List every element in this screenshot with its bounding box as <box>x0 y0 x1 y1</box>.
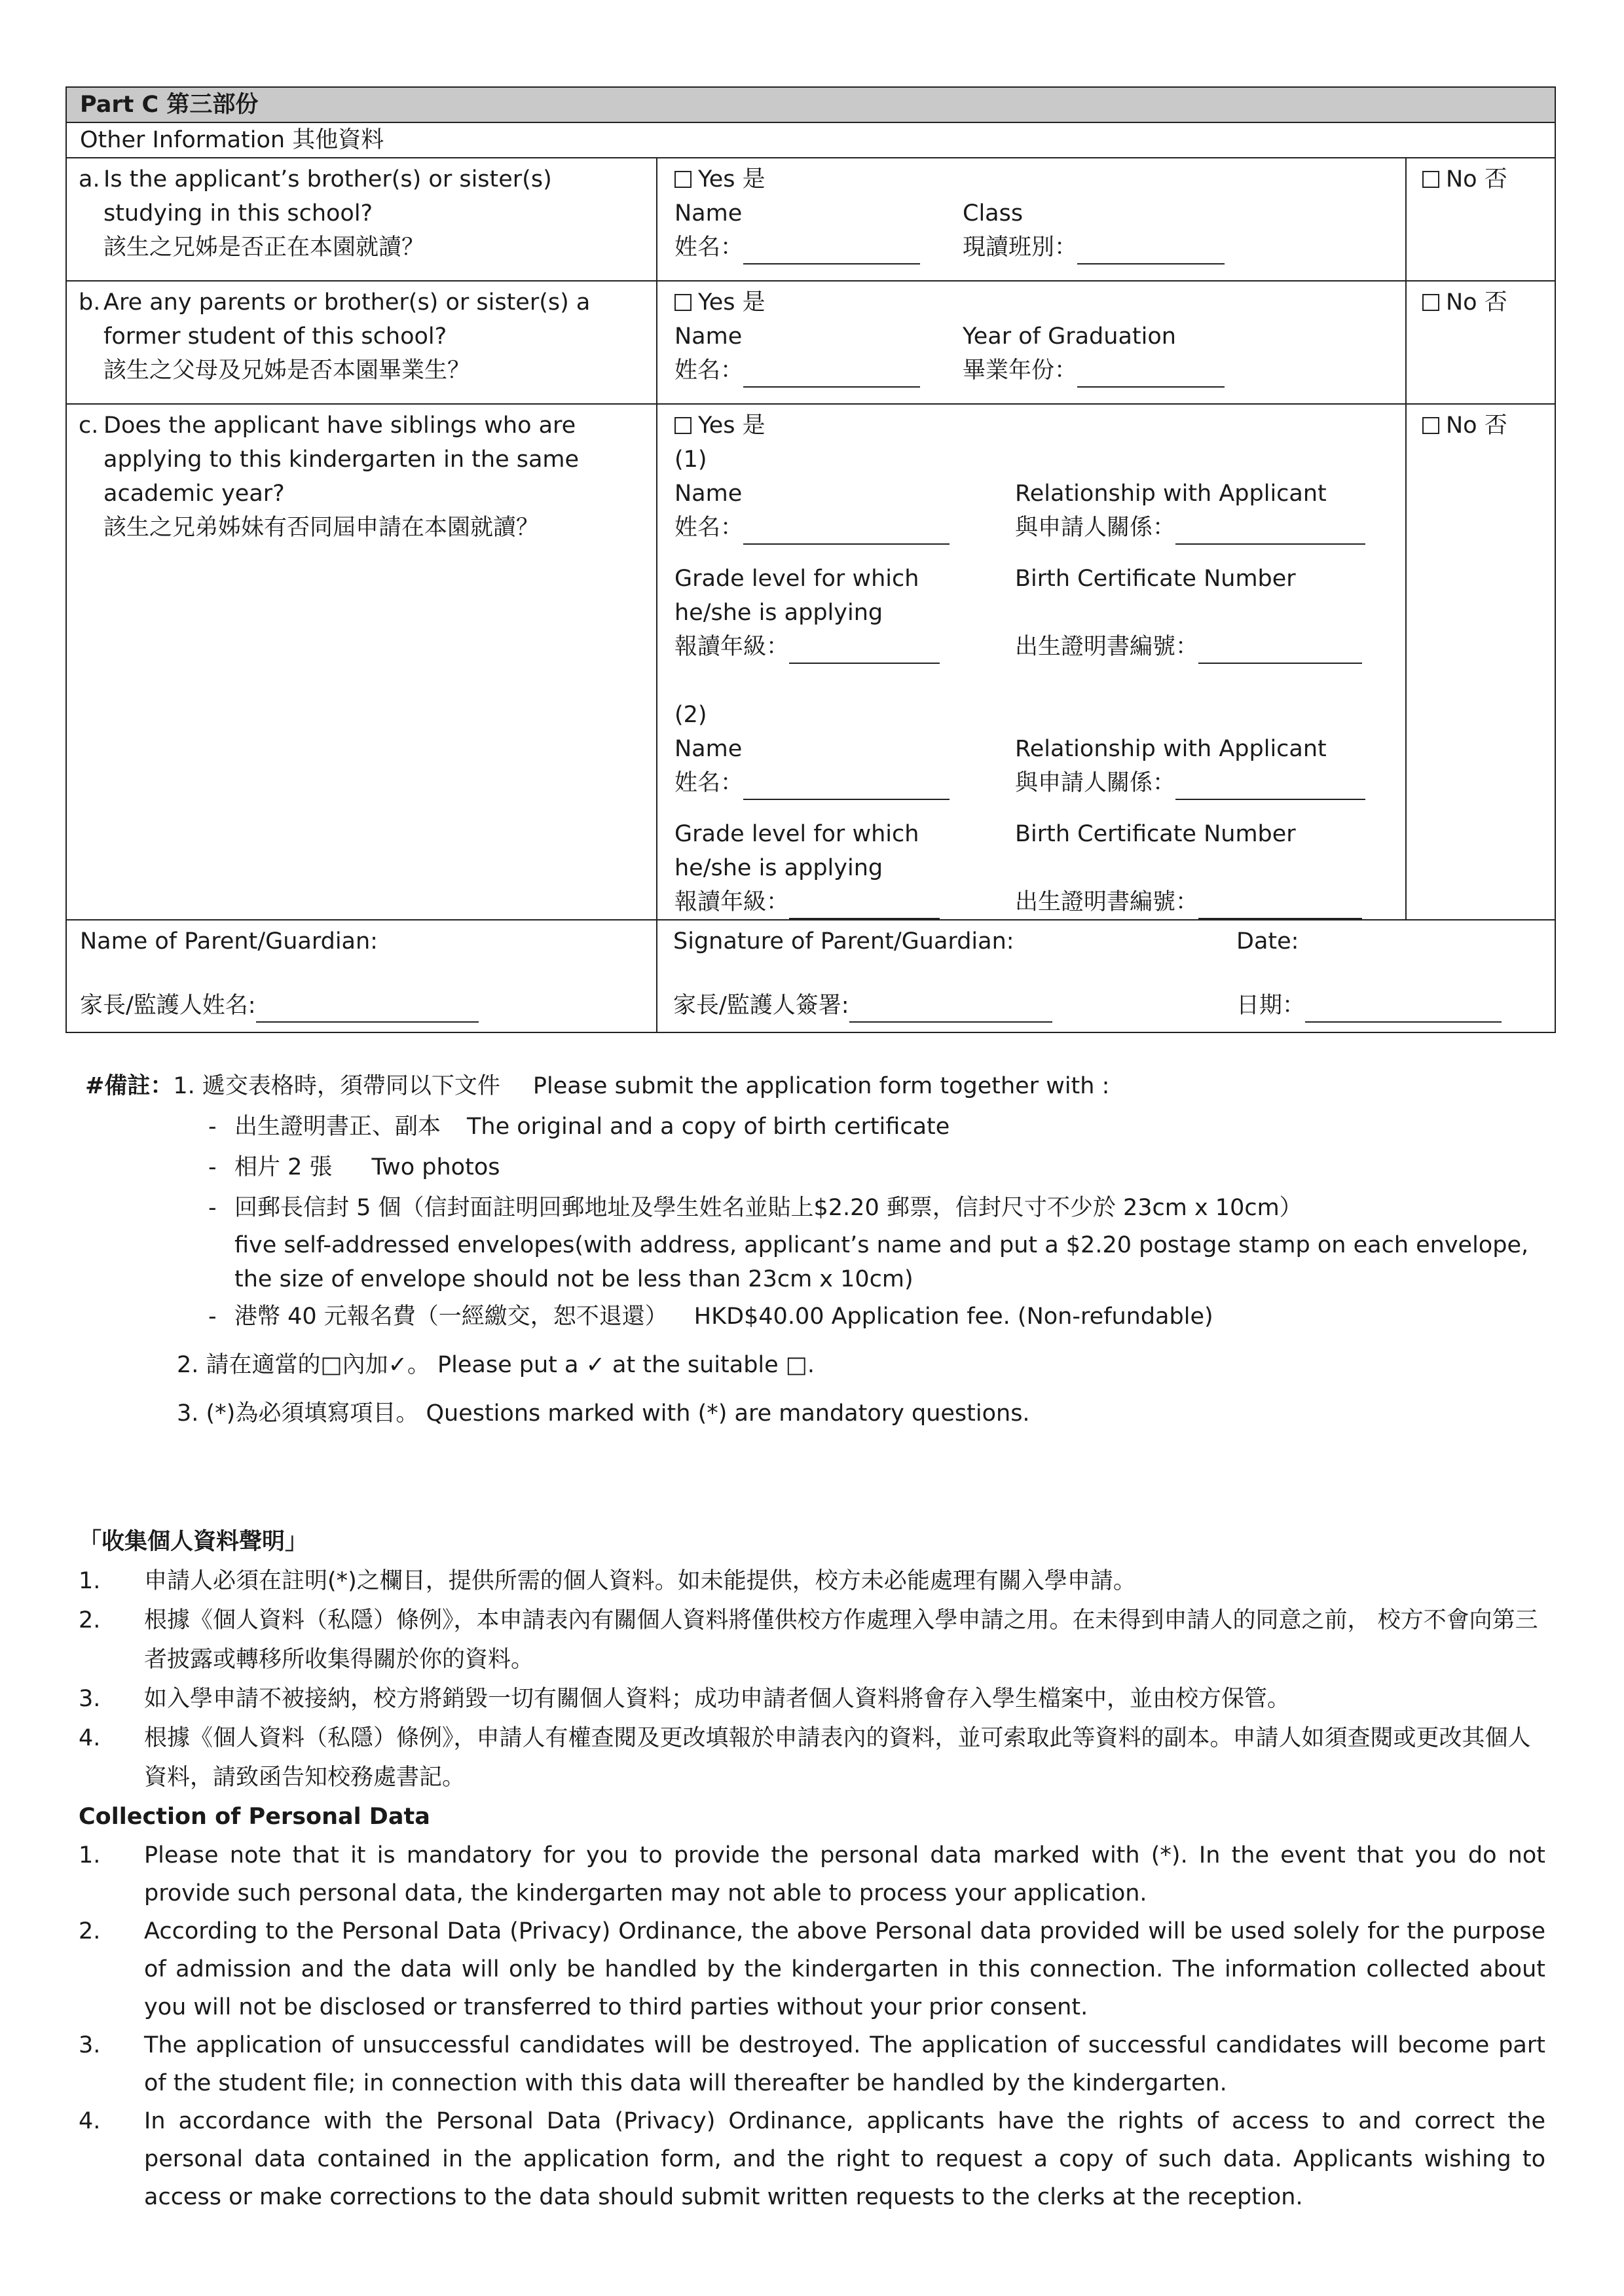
birth-cert-label-en: Birth Certificate Number <box>1015 566 1296 592</box>
doc-3-zh: 回郵長信封 5 個（信封面註明回郵地址及學生姓名並貼上$2.20 郵票，信封尺寸不少於 23cm x 10cm） <box>234 1195 1302 1221</box>
signature-label-zh: 家長/監護人簽署: <box>673 993 849 1019</box>
name-field[interactable] <box>743 517 950 545</box>
parent-name-block <box>67 920 656 1023</box>
birth-cert-label-en: Birth Certificate Number <box>1015 821 1296 847</box>
checkbox-icon[interactable] <box>1422 417 1439 434</box>
grade-label-zh: 報讀年級： <box>674 889 790 915</box>
date-label-en: Date: <box>1236 928 1299 955</box>
yes-option[interactable] <box>674 409 1395 443</box>
doc-3-en: five self-addressed envelopes(with address, applicant’s name and put a $2.20 postage stamp on each envelope, the size of envelope should not be less than 23cm x 10cm) <box>234 1232 1529 1292</box>
signature-block <box>673 924 1236 1023</box>
yes-label: Yes 是 <box>698 166 766 192</box>
yes-option[interactable] <box>674 162 1395 196</box>
item-number: 4. <box>79 1725 101 1751</box>
personal-data-statement <box>79 1522 1545 2216</box>
birth-cert-field[interactable] <box>1198 892 1362 919</box>
birth-cert-field[interactable] <box>1198 636 1362 664</box>
question-text-zh: 該生之兄弟姊妹有否同屆申請在本園就讀？ <box>103 515 540 541</box>
graduation-year-field[interactable] <box>1077 360 1225 388</box>
graduation-label-en: Year of Graduation <box>963 323 1176 350</box>
name-label-en: Name <box>674 736 743 762</box>
question-text-en: Does the applicant have siblings who are applying to this kindergarten in the same academic year? <box>103 412 580 507</box>
name-label-en: Name <box>674 481 743 507</box>
privacy-item-zh: 根據《個人資料（私隱）條例》，申請人有權查閱及更改填報於申請表內的資料，並可索取此等資料的副本。申請人如須查閱或更改其個人資料，請致函告知校務處書記。 <box>144 1725 1531 1791</box>
name-label-zh: 姓名： <box>674 770 744 796</box>
doc-4-zh: 港幣 40 元報名費（一經繳交，恕不退還） <box>234 1303 668 1330</box>
part-c-form <box>65 86 1555 1029</box>
question-text-zh: 該生之父母及兄姊是否本園畢業生？ <box>103 357 471 384</box>
remark-3: 3. (*)為必須填寫項目。 Questions marked with (*) are mandatory questions. <box>177 1400 1030 1427</box>
remarks-section: #備註： 1. 遞交表格時，須帶同以下文件 Please submit the application form together with : - 出生證明書正、副本 The original and a copy of birth certificate - 相片 2 張 Two photos - 回郵長信封 5 個（信封面註明回郵地址及學生姓名並貼上$2.20 郵票，信封尺寸不少於 23cm x 10cm） five self-addressed envelopes(with address, applicant’s name and put a $2.20 postage stamp on each envelope, the size of envelope should not be less than 23cm x 10cm) - 港幣 40 元報名費（一經繳交，恕不退還） HKD$40.00 Application fee. (Non-refundable) 2. 請在適當的□內加✓。 Please put a ✓ at the suitable □. 3. (*)為必須填寫項目。 Questions marked with (*) are mandatory questions. <box>85 1066 1539 1434</box>
sibling-2 <box>674 698 1395 919</box>
signature-label-en: Signature of Parent/Guardian: <box>673 928 1014 955</box>
item-number: 3. <box>79 1686 101 1712</box>
privacy-item-en: In accordance with the Personal Data (Privacy) Ordinance, applicants have the rights of access to and correct the personal data contained in the application form, and the right to request a copy of such data. Applicants wishing to access or make corrections to the data should submit written requests to the clerks at the reception. <box>144 2108 1545 2210</box>
section-title: Other Information 其他資料 <box>66 122 1555 158</box>
no-option[interactable] <box>1407 282 1555 319</box>
class-label-zh: 現讀班別： <box>963 234 1078 261</box>
checkbox-icon[interactable] <box>674 417 692 434</box>
privacy-item-en: The application of unsuccessful candidates will be destroyed. The application of successful candidates will become part of the student file; in connection with this data will thereafter be handled by the kindergarten. <box>144 2032 1545 2096</box>
remark-2: 2. 請在適當的□內加✓。 Please put a ✓ at the suitable □. <box>177 1352 815 1378</box>
remark-1-en: Please submit the application form together with : <box>532 1073 1110 1099</box>
name-label-zh: 姓名： <box>674 357 744 384</box>
name-field[interactable] <box>743 773 950 800</box>
relationship-label-zh: 與申請人關係： <box>1015 770 1176 796</box>
class-label-en: Class <box>963 200 1024 227</box>
checkbox-icon[interactable] <box>1422 171 1439 188</box>
doc-1-en: The original and a copy of birth certificate <box>467 1114 950 1140</box>
item-number: 2. <box>79 1918 101 1944</box>
privacy-item-zh: 如入學申請不被接納，校方將銷毀一切有關個人資料；成功申請者個人資料將會存入學生檔案中，並由校方保管。 <box>144 1686 1291 1712</box>
question-number: a. <box>79 166 100 192</box>
no-option[interactable] <box>1407 158 1555 196</box>
class-field[interactable] <box>1077 237 1225 264</box>
sibling-index: (1) <box>674 446 707 473</box>
sibling-index: (2) <box>674 702 707 728</box>
question-number: b. <box>79 289 101 316</box>
birth-cert-label-zh: 出生證明書編號： <box>1015 889 1199 915</box>
relationship-label-en: Relationship with Applicant <box>1015 736 1327 762</box>
checkbox-icon[interactable] <box>1422 294 1439 311</box>
privacy-item-en: According to the Personal Data (Privacy) Ordinance, the above Personal data provided will be used solely for the purpose of admission and the data will only be handled by the kindergarten in this connection. The information collected about you will not be disclosed or transferred to third parties without your prior consent. <box>144 1918 1545 2020</box>
name-label-zh: 姓名： <box>674 515 744 541</box>
doc-2-en: Two photos <box>371 1154 500 1180</box>
grade-field[interactable] <box>789 892 940 919</box>
yes-label: Yes 是 <box>698 412 766 439</box>
question-c <box>67 405 656 545</box>
no-option[interactable] <box>1407 405 1555 443</box>
relationship-label-zh: 與申請人關係： <box>1015 515 1176 541</box>
name-field[interactable] <box>743 237 920 264</box>
no-label: No 否 <box>1446 289 1507 316</box>
item-number: 4. <box>79 2108 101 2134</box>
date-block <box>1236 924 1502 1023</box>
parent-name-field[interactable] <box>256 995 479 1023</box>
part-header: Part C 第三部份 <box>66 87 1555 122</box>
graduation-label-zh: 畢業年份： <box>963 357 1078 384</box>
signature-field[interactable] <box>849 995 1052 1023</box>
privacy-title-zh: 「收集個人資料聲明」 <box>79 1529 308 1555</box>
sibling-1 <box>674 443 1395 664</box>
checkbox-icon[interactable] <box>674 294 692 311</box>
question-a <box>67 158 656 264</box>
item-number: 3. <box>79 2032 101 2058</box>
checkbox-icon[interactable] <box>674 171 692 188</box>
grade-label-en: Grade level for which he/she is applying <box>674 821 919 881</box>
relationship-field[interactable] <box>1175 517 1365 545</box>
question-b <box>67 282 656 388</box>
name-label-en: Name <box>674 200 743 227</box>
doc-2-zh: 相片 2 張 <box>234 1154 333 1180</box>
name-field[interactable] <box>743 360 920 388</box>
remarks-label: #備註： <box>85 1073 174 1099</box>
privacy-title-en: Collection of Personal Data <box>79 1804 430 1830</box>
question-number: c. <box>79 412 99 439</box>
question-text-en: Is the applicant’s brother(s) or sister(s) studying in this school? <box>103 166 552 227</box>
parent-name-label-en: Name of Parent/Guardian: <box>80 928 378 955</box>
relationship-label-en: Relationship with Applicant <box>1015 481 1327 507</box>
other-information-table <box>65 86 1556 1033</box>
question-text-zh: 該生之兄姊是否正在本園就讀？ <box>103 234 425 261</box>
grade-label-en: Grade level for which he/she is applying <box>674 566 919 626</box>
yes-option[interactable] <box>674 285 1395 319</box>
privacy-item-en: Please note that it is mandatory for you to provide the personal data marked with (*). In the event that you do not provide such personal data, the kindergarten may not able to process your application. <box>144 1842 1545 1906</box>
question-text-en: Are any parents or brother(s) or sister(s) a former student of this school? <box>103 289 591 350</box>
birth-cert-label-zh: 出生證明書編號： <box>1015 634 1199 660</box>
name-label-en: Name <box>674 323 743 350</box>
yes-label: Yes 是 <box>698 289 766 316</box>
item-number: 1. <box>79 1568 101 1594</box>
no-label: No 否 <box>1446 412 1507 439</box>
privacy-item-zh: 申請人必須在註明(*)之欄目，提供所需的個人資料。如未能提供，校方未必能處理有關入學申請。 <box>144 1568 1136 1594</box>
name-label-zh: 姓名： <box>674 234 744 261</box>
remark-1-zh: 1. 遞交表格時，須帶同以下文件 <box>173 1073 500 1099</box>
date-label-zh: 日期： <box>1236 993 1306 1019</box>
parent-name-label-zh: 家長/監護人姓名: <box>80 993 256 1019</box>
date-field[interactable] <box>1305 995 1502 1023</box>
item-number: 2. <box>79 1607 101 1633</box>
grade-field[interactable] <box>789 636 940 664</box>
no-label: No 否 <box>1446 166 1507 192</box>
privacy-item-zh: 根據《個人資料（私隱）條例》，本申請表內有關個人資料將僅供校方作處理入學申請之用。在未得到申請人的同意之前， 校方不會向第三者披露或轉移所收集得關於你的資料。 <box>144 1607 1538 1673</box>
item-number: 1. <box>79 1842 101 1868</box>
doc-1-zh: 出生證明書正、副本 <box>234 1114 441 1140</box>
grade-label-zh: 報讀年級： <box>674 634 790 660</box>
relationship-field[interactable] <box>1175 773 1365 800</box>
doc-4-en: HKD$40.00 Application fee. (Non-refundable) <box>693 1303 1213 1330</box>
